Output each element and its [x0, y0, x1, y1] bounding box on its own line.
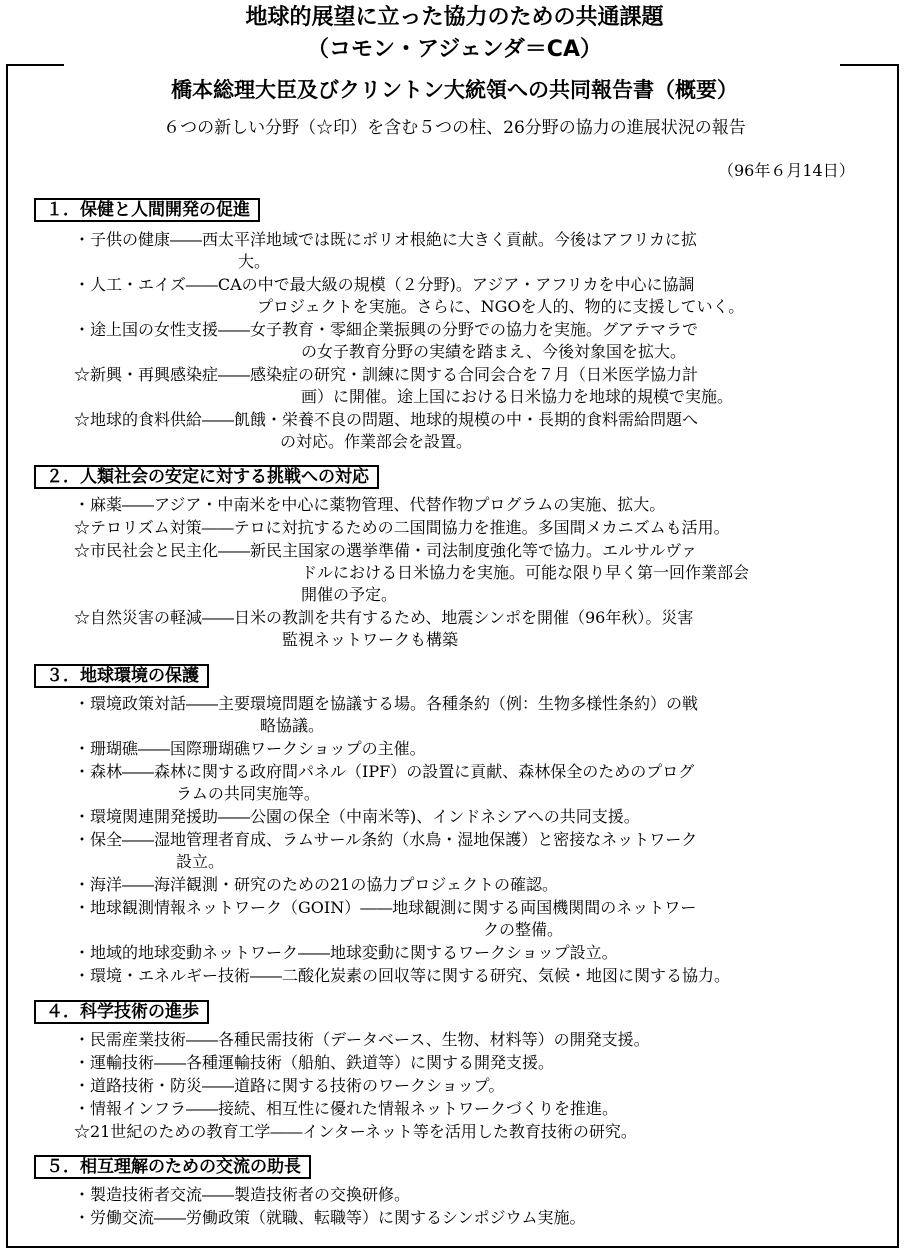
- section-heading-health: １．保健と人間開発の促進: [34, 198, 260, 222]
- report-subtitle: ６つの新しい分野（☆印）を含む５つの柱、26分野の協力の進展状況の報告: [163, 118, 746, 138]
- list-item-continuation: 略協議。: [260, 716, 325, 735]
- list-item: ☆21世紀のための教育工学――インターネット等を活用した教育技術の研究。: [74, 1122, 637, 1141]
- list-item: ・海洋――海洋観測・研究のための21の協力プロジェクトの確認。: [74, 875, 559, 894]
- list-item: ・森林――森林に関する政府間パネル（IPF）の設置に貢献、森林保全のためのプログ: [74, 762, 695, 781]
- list-item-continuation: の対応。作業部会を設置。: [280, 432, 473, 451]
- list-item: ・地球観測情報ネットワーク（GOIN）――地球観測に関する両国機関間のネットワー: [74, 898, 697, 917]
- section-heading-environment: ３．地球環境の保護: [34, 664, 209, 688]
- list-item-continuation: 大。: [238, 252, 271, 271]
- list-item: ・環境・エネルギー技術――二酸化炭素の回収等に関する研究、気候・地図に関する協力。: [74, 966, 731, 985]
- title-line-1: 地球的展望に立った協力のための共通課題: [245, 5, 664, 30]
- list-item: ☆テロリズム対策――テロに対抗するための二国間協力を推進。多国間メカニズムも活用。: [74, 518, 730, 537]
- list-item: ・途上国の女性支援――女子教育・零細企業振興の分野での協力を実施。グアテマラで: [74, 320, 699, 339]
- list-item: ☆自然災害の軽減――日米の教訓を共有するため、地震シンポを開催（96年秋）。災害: [74, 608, 694, 627]
- section-heading-society: ２．人類社会の安定に対する挑戦への対応: [34, 465, 379, 489]
- list-item: ☆新興・再興感染症――感染症の研究・訓練に関する合同会合を７月（日米医学協力計: [74, 365, 699, 384]
- section-heading-exchange: ５．相互理解のための交流の助長: [34, 1155, 311, 1179]
- list-item: ・人工・エイズ――CAの中で最大級の規模（２分野)。アジア・アフリカを中心に協調: [74, 275, 695, 294]
- list-item-continuation: の女子教育分野の実績を踏まえ、今後対象国を拡大。: [301, 342, 686, 361]
- list-item: ☆地球的食料供給――飢餓・栄養不良の問題、地球的規模の中・長期的食料需給問題へ: [74, 410, 699, 429]
- list-item: ・製造技術者交流――製造技術者の交換研修。: [74, 1185, 411, 1204]
- list-item: ・地域的地球変動ネットワーク――地球変動に関するワークショップ設立。: [74, 943, 618, 962]
- report-title: 橋本総理大臣及びクリントン大統領への共同報告書（概要）: [171, 78, 738, 102]
- list-item: ・子供の健康――西太平洋地域では既にポリオ根絶に大きく貢献。今後はアフリカに拡: [74, 230, 698, 249]
- list-item-continuation: 監視ネットワークも構築: [282, 630, 459, 649]
- list-item: ・道路技術・防災――道路に関する技術のワークショップ。: [74, 1076, 505, 1095]
- list-item: ・情報インフラ――接続、相互性に優れた情報ネットワークづくりを推進。: [74, 1099, 619, 1118]
- list-item: ・民需産業技術――各種民需技術（データベース、生物、材料等）の開発支援。: [74, 1030, 650, 1049]
- list-item: ・麻薬――アジア・中南米を中心に薬物管理、代替作物プログラムの実施、拡大。: [74, 495, 666, 514]
- frame-top-left-rule: [6, 64, 64, 66]
- list-item: ・保全――湿地管理者育成、ラムサール条約（水鳥・湿地保護）と密接なネットワーク: [74, 830, 698, 849]
- list-item: ・労働交流――労働政策（就職、転職等）に関するシンポジウム実施。: [74, 1208, 586, 1227]
- list-item-continuation: プロジェクトを実施。さらに、NGOを人的、物的に支援していく。: [257, 297, 745, 316]
- list-item-continuation: 画）に開催。途上国における日米協力を地球的規模で実施。: [301, 387, 734, 406]
- list-item-continuation: ラムの共同実施等。: [176, 784, 320, 803]
- list-item: ☆市民社会と民主化――新民主国家の選挙準備・司法制度強化等で協力。エルサルヴァ: [74, 541, 698, 560]
- frame-top-right-rule: [840, 64, 899, 66]
- list-item: ・環境政策対話――主要環境問題を協議する場。各種条約（例：生物多様性条約）の戦: [74, 694, 699, 713]
- list-item: ・環境関連開発援助――公園の保全（中南米等)、インドネシアへの共同支援。: [74, 807, 640, 826]
- list-item: ・珊瑚礁――国際珊瑚礁ワークショップの主催。: [74, 739, 426, 758]
- list-item: ・運輸技術――各種運輸技術（船舶、鉄道等）に関する開発支援。: [74, 1053, 555, 1072]
- list-item-continuation: ドルにおける日米協力を実施。可能な限り早く第一回作業部会: [301, 563, 750, 582]
- title-line-2: （コモン・アジェンダ＝CA）: [307, 37, 602, 62]
- section-heading-science: ４．科学技術の進歩: [34, 1000, 209, 1024]
- report-date: （96年６月14日）: [718, 161, 855, 180]
- list-item-continuation: クの整備。: [483, 920, 564, 939]
- list-item-continuation: 開催の予定。: [301, 585, 398, 604]
- list-item-continuation: 設立。: [176, 852, 225, 871]
